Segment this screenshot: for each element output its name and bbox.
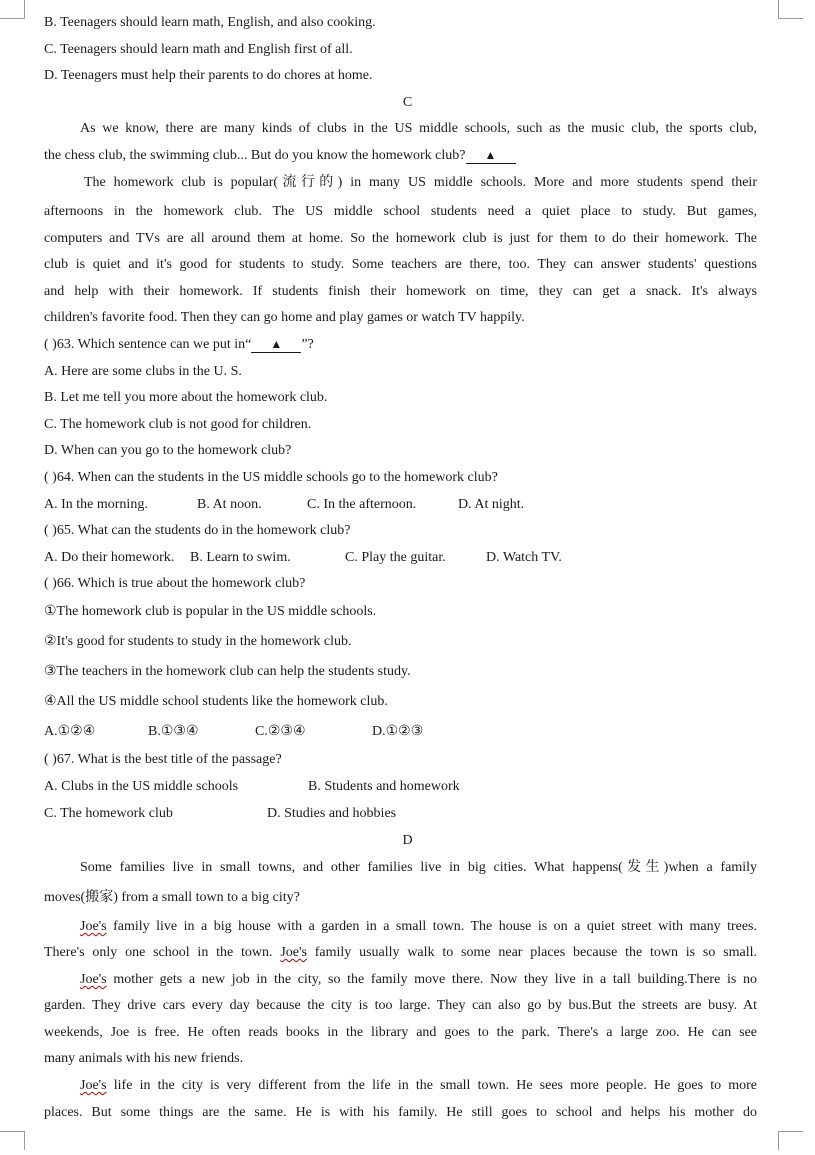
passage-d-line: many animals with his new friends.: [44, 1051, 244, 1066]
passage-d-line: [80, 971, 757, 989]
statement-1: ①The homework club is popular in the US middle schools.: [44, 604, 377, 619]
q64-option-d: D. At night.: [458, 497, 525, 512]
passage-c-line: afternoons in the homework club. The US middle school students need a quiet place to study. But games,: [44, 204, 757, 219]
option-c-previous: C. Teenagers should learn math and English first of all.: [44, 42, 353, 57]
q63-option-b: B. Let me tell you more about the homework club.: [44, 390, 328, 405]
passage-text: the chess club, the swimming club... But do you know the homework club?: [44, 148, 466, 163]
name-joes: Joe's: [80, 919, 107, 934]
answer-blank: [466, 148, 516, 164]
question-67: ( )67. What is the best title of the passage?: [44, 752, 282, 767]
crop-mark-bottom-left: [0, 1131, 25, 1150]
passage-c-line: children's favorite food. Then they can go home and play games or watch TV happily.: [44, 310, 525, 325]
name-joes: Joe's: [80, 972, 107, 987]
q67-option-a: A. Clubs in the US middle schools: [44, 779, 239, 794]
passage-text: family live in a big house with a garden in a small town. The house is on a quiet street with many trees.: [113, 919, 758, 934]
crop-mark-top-right: [778, 0, 803, 19]
q66-option-d: D.①②③: [372, 724, 424, 739]
q64-option-b: B. At noon.: [197, 497, 262, 512]
q63-option-d: D. When can you go to the homework club?: [44, 443, 292, 458]
crop-mark-bottom-right: [778, 1131, 803, 1150]
answer-blank: [251, 337, 301, 353]
blank-triangle-icon: ▲: [484, 148, 497, 162]
question-text: ”?: [301, 337, 314, 352]
option-b-previous: B. Teenagers should learn math, English, and also cooking.: [44, 15, 376, 30]
question-63: [44, 336, 314, 354]
question-66: ( )66. Which is true about the homework club?: [44, 576, 306, 591]
passage-text: There's only one school in the town.: [44, 945, 273, 960]
passage-c-line: and help with their homework. If students finish their homework on time, they can get a snack. It's always: [44, 284, 757, 299]
passage-d-line: [44, 1104, 757, 1122]
q67-option-d: D. Studies and hobbies: [267, 806, 397, 821]
passage-c-line: As we know, there are many kinds of clubs in the US middle schools, such as the music club, the sports club,: [80, 121, 757, 136]
q65-option-b: B. Learn to swim.: [190, 550, 291, 565]
passage-c-line: The homework club is popular(流行的) in many US middle schools. More and more students spend their: [84, 175, 757, 190]
q66-option-a: A.①②④: [44, 724, 96, 739]
q64-option-c: C. In the afternoon.: [307, 497, 417, 512]
q65-option-d: D. Watch TV.: [486, 550, 562, 565]
q63-option-a: A. Here are some clubs in the U. S.: [44, 364, 242, 379]
passage-d-line: moves(搬家) from a small town to a big city?: [44, 890, 300, 905]
name-joes: Joe's: [80, 1078, 107, 1093]
q63-option-c: C. The homework club is not good for children.: [44, 417, 312, 432]
passage-d-line: [44, 944, 757, 962]
passage-text: family usually walk to some near places because the town is so small.: [314, 945, 757, 960]
q65-option-a: A. Do their homework.: [44, 550, 175, 565]
q66-option-c: C.②③④: [255, 724, 306, 739]
statement-3: ③The teachers in the homework club can help the students study.: [44, 664, 411, 679]
passage-c-line: [44, 147, 516, 165]
passage-d-line: weekends, Joe is free. He often reads books in the library and goes to the park. There's a large zoo. He can see: [44, 1025, 757, 1040]
section-heading-c: C: [402, 95, 413, 110]
passage-c-line: club is quiet and it's good for students to study. Some teachers are there, too. They can answer students' questions: [44, 257, 757, 272]
q64-option-a: A. In the morning.: [44, 497, 148, 512]
name-joes: Joe's: [280, 945, 307, 960]
section-heading-d: D: [402, 833, 413, 848]
q67-option-b: B. Students and homework: [308, 779, 460, 794]
passage-d-line: [80, 918, 757, 936]
q66-option-b: B.①③④: [148, 724, 199, 739]
q67-option-c: C. The homework club: [44, 806, 173, 821]
passage-d-line: garden. They drive cars every day because the city is too large. They can also go by bus.But the streets are busy. At: [44, 998, 757, 1013]
question-64: ( )64. When can the students in the US middle schools go to the homework club?: [44, 470, 498, 485]
statement-4: ④All the US middle school students like the homework club.: [44, 694, 388, 709]
crop-mark-top-left: [0, 0, 25, 19]
passage-text: life in the city is very different from the life in the small town. He sees more people. He goes to more: [113, 1078, 758, 1093]
statement-2: ②It's good for students to study in the homework club.: [44, 634, 352, 649]
passage-text: mother gets a new job in the city, so the family move there. Now they live in a tall building.There is no: [113, 972, 758, 987]
passage-d-line: [80, 1077, 757, 1095]
option-d-previous: D. Teenagers must help their parents to do chores at home.: [44, 68, 373, 83]
passage-d-line: Some families live in small towns, and other families live in big cities. What happens(发生)when a family: [80, 860, 757, 875]
question-65: ( )65. What can the students do in the homework club?: [44, 523, 351, 538]
question-text: ( )63. Which sentence can we put in“: [44, 337, 252, 352]
passage-c-line: computers and TVs are all around them at home. So the homework club is just for them to do their homework. The: [44, 231, 757, 246]
passage-text: places. But: [44, 1105, 112, 1120]
q65-option-c: C. Play the guitar.: [345, 550, 446, 565]
blank-triangle-icon: ▲: [270, 337, 283, 351]
passage-text: some things are the same. He is with his family. He still goes to school and helps his mother do: [120, 1105, 757, 1120]
